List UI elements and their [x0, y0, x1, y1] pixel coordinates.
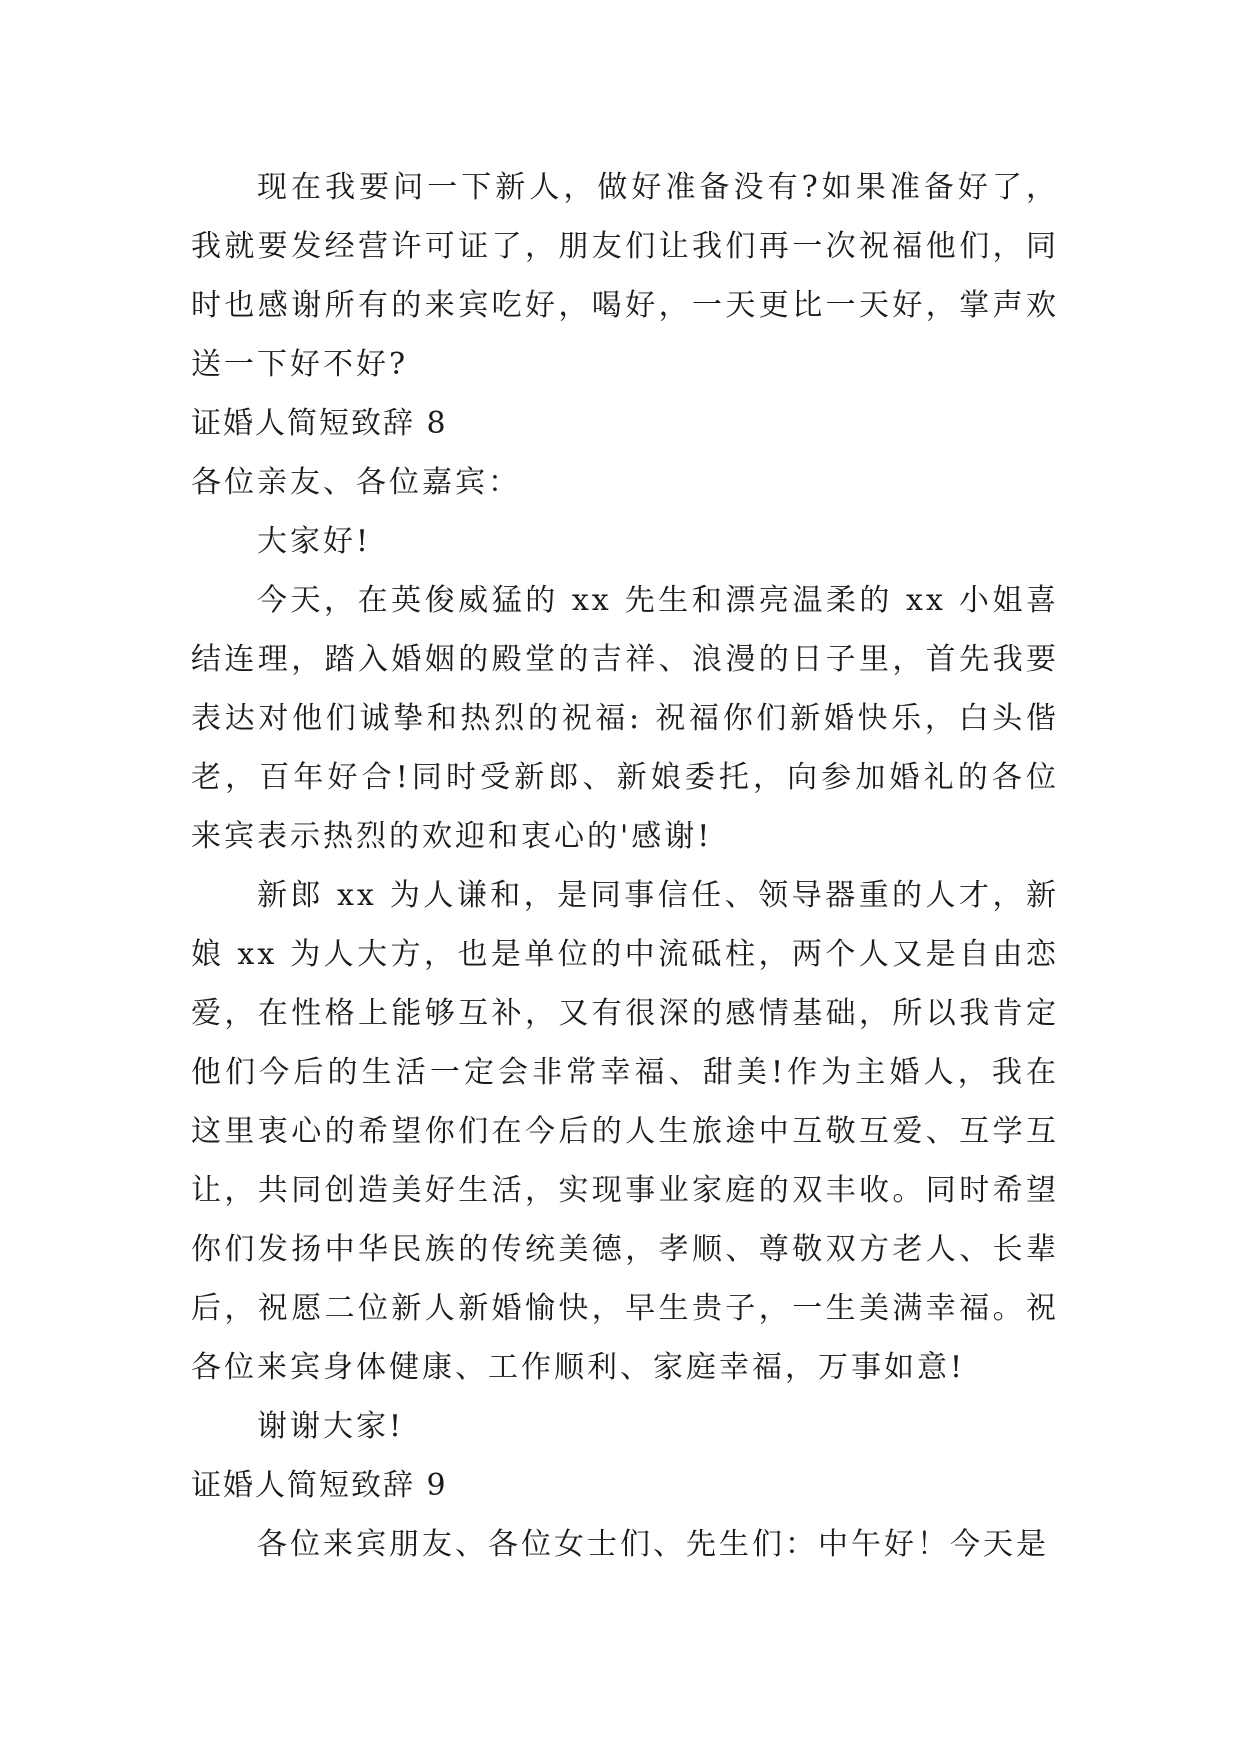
section-heading-9: 证婚人简短致辞 9: [191, 1468, 448, 1503]
thanks-line: 谢谢大家!: [257, 1409, 405, 1444]
paragraph-blessing: 今天，在英俊威猛的 xx 先生和漂亮温柔的 xx 小姐喜结连理，踏入婚姻的殿堂的吉祥、浪漫的日子里，首先我要表达对他们诚挚和热烈的祝福: 祝福你们新婚快乐，白头偕老，百年好合!同时受新郎、新娘委托，向参加婚礼的各位来宾表示热烈的欢迎和衷心的'感谢!: [191, 583, 1059, 854]
paragraph-speech-9-opening: 各位来宾朋友、各位女士们、先生们：中午好！今天是: [257, 1527, 1049, 1562]
greeting: 大家好!: [257, 524, 372, 559]
section-heading-8: 证婚人简短致辞 8: [191, 406, 448, 441]
paragraph-closing-remarks: 现在我要问一下新人，做好准备没有?如果准备好了，我就要发经营许可证了，朋友们让我们再一次祝福他们，同时也感谢所有的来宾吃好，喝好，一天更比一天好，掌声欢送一下好不好?: [191, 170, 1059, 382]
paragraph-couple-intro: 新郎 xx 为人谦和，是同事信任、领导器重的人才，新娘 xx 为人大方，也是单位的中流砥柱，两个人又是自由恋爱，在性格上能够互补，又有很深的感情基础，所以我肯定他们今后的生活一定会非常幸福、甜美!作为主婚人，我在这里衷心的希望你们在今后的人生旅途中互敬互爱、互学互让，共同创造美好生活，实现事业家庭的双丰收。同时希望你们发扬中华民族的传统美德，孝顺、尊敬双方老人、长辈后，祝愿二位新人新婚愉快，早生贵子，一生美满幸福。祝各位来宾身体健康、工作顺利、家庭幸福，万事如意!: [191, 878, 1059, 1385]
document-page: [191, 158, 1059, 1574]
salutation: 各位亲友、各位嘉宾：: [191, 465, 521, 500]
